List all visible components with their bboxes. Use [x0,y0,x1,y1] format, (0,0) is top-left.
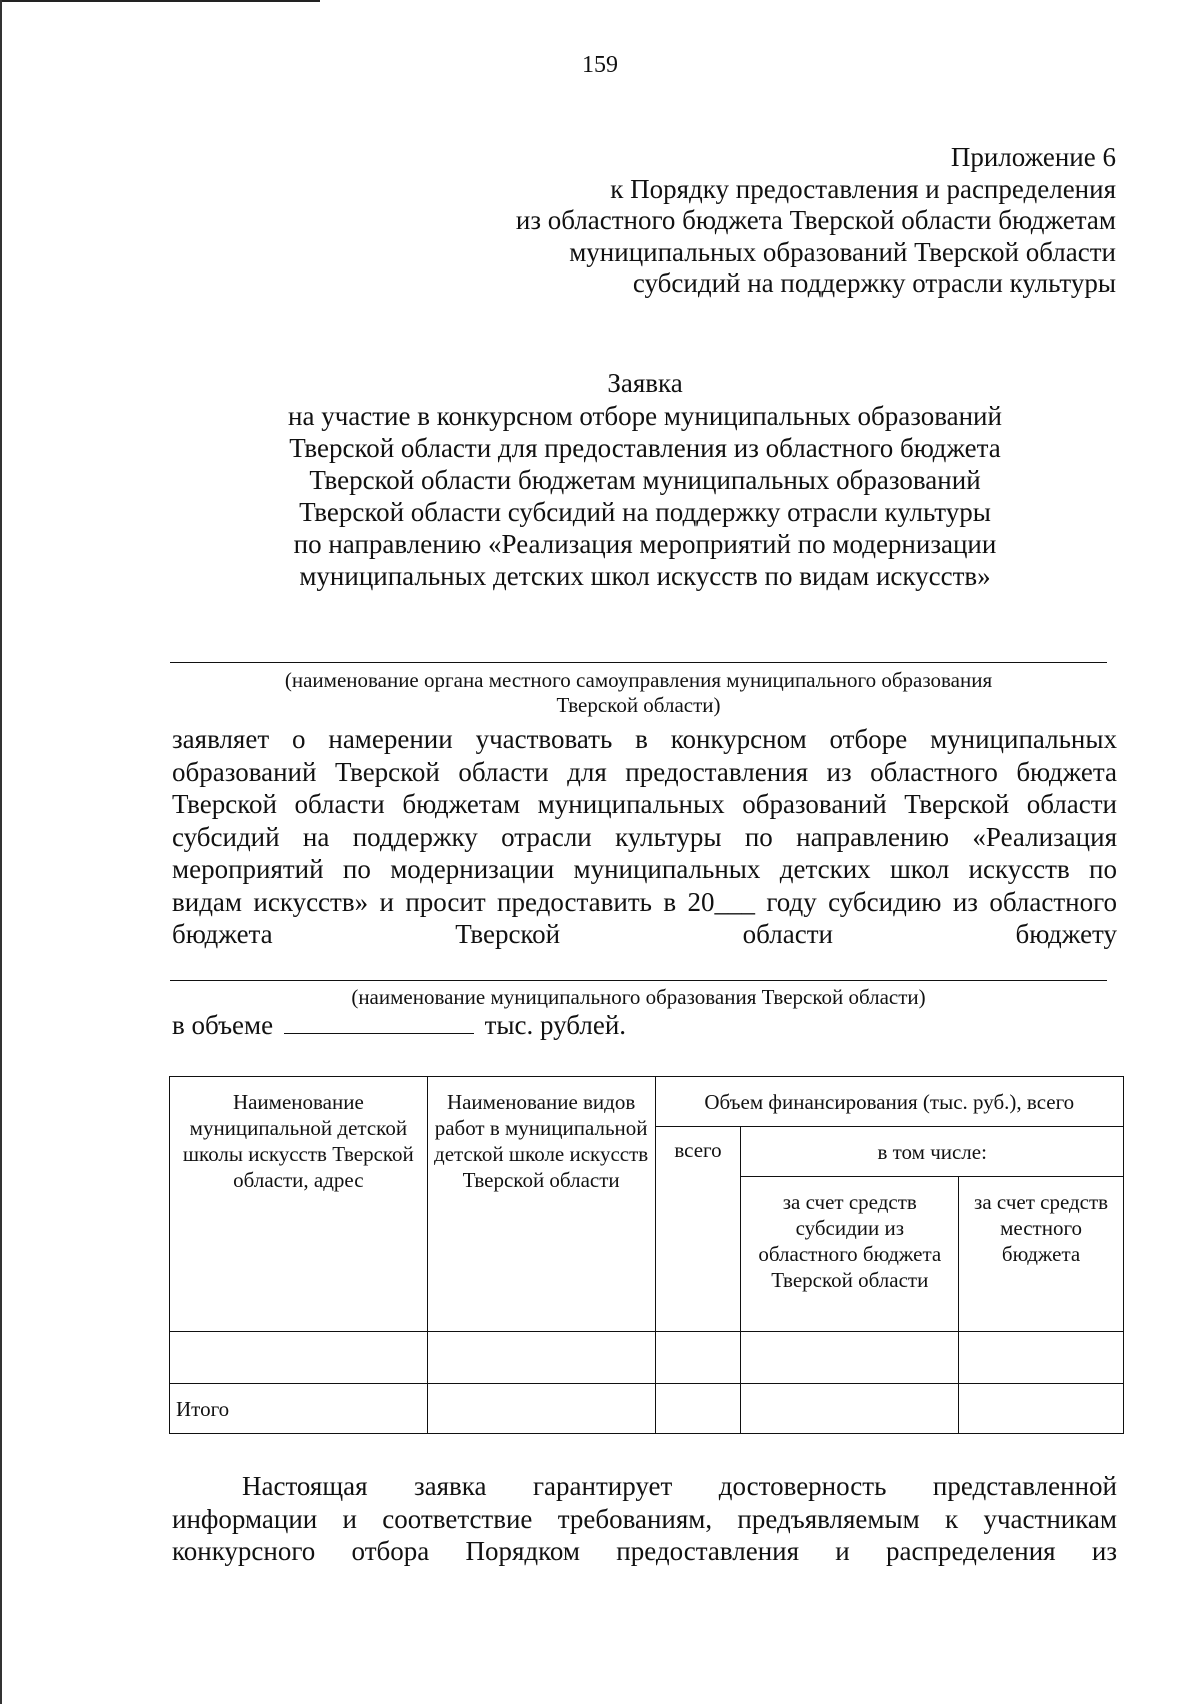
table-cell[interactable] [427,1332,655,1384]
declaration-paragraph [172,723,1117,951]
header-local-budget: за счет средств местного бюджета [959,1177,1124,1332]
volume-line [172,1010,626,1041]
table-cell[interactable] [741,1332,959,1384]
header-funding-volume: Объем финансирования (тыс. руб.), всего [655,1077,1123,1127]
declaration-line: заявляет о намерении участвовать в конкурсном отборе муниципальных [172,724,1117,754]
municipality-caption: (наименование муниципального образования Тверской области) [351,985,926,1009]
declaration-line: Тверской области бюджетам муниципальных образований Тверской области [172,789,1117,819]
authority-caption-line: (наименование органа местного самоуправления муниципального образования [284,668,993,692]
appendix-line: из областного бюджета Тверской области бюджетам [515,205,1116,235]
declaration-line: бюджета Тверской области бюджету [172,919,1117,949]
application-title: Заявка [607,368,683,398]
declaration-line: мероприятий по модернизации муниципальных детских школ искусств по [172,854,1117,884]
guarantee-line: информации и соответствие требованиям, предъявляемым к участникам [172,1503,1117,1534]
header-including: в том числе: [741,1127,1124,1177]
guarantee-line: Настоящая заявка гарантирует достоверность представленной [242,1471,1117,1501]
page-number: 159 [582,52,618,78]
declaration-line: видам искусств» и просит предоставить в 20___ году субсидию из областного [172,886,1117,917]
table-cell[interactable] [655,1384,741,1434]
appendix-line: Приложение 6 [950,142,1116,172]
table-cell[interactable] [427,1384,655,1434]
table-cell[interactable] [741,1384,959,1434]
scan-border-left [0,0,2,1704]
header-work-types: Наименование видов работ в муниципальной детской школе искусств Тверской области [427,1077,655,1332]
appendix-header [516,142,1116,300]
total-row-label: Итого [170,1384,428,1434]
volume-suffix: тыс. рублей. [484,1010,627,1040]
declaration-line: образований Тверской области для предоставления из областного бюджета [172,756,1117,787]
appendix-line: к Порядку предоставления и распределения [610,173,1116,204]
subtitle-line: муниципальных детских школ искусств по видам искусств» [299,561,991,591]
subtitle-line: Тверской области субсидий на поддержку отрасли культуры [299,497,991,527]
authority-caption [170,668,1107,718]
guarantee-paragraph [172,1470,1117,1568]
table-cell[interactable] [959,1332,1124,1384]
header-school-name: Наименование муниципальной детской школы искусств Тверской области, адрес [170,1077,428,1332]
appendix-line: субсидий на поддержку отрасли культуры [632,268,1116,298]
table-row [170,1332,1124,1384]
subtitle-line: Тверской области бюджетам муниципальных образований [309,465,981,495]
funding-table [169,1076,1124,1434]
header-regional-subsidy: за счет средств субсидии из областного бюджета Тверской области [741,1177,959,1332]
header-total: всего [655,1127,741,1332]
application-subtitle [200,400,1090,592]
volume-prefix: в объеме [172,1010,274,1040]
authority-blank-line [170,662,1107,663]
subtitle-line: Тверской области для предоставления из областного бюджета [289,433,1001,463]
municipality-blank-line [170,980,1107,981]
total-row [170,1384,1124,1434]
scan-border-top [0,0,320,2]
subtitle-line: на участие в конкурсном отборе муниципальных образований [288,401,1002,431]
guarantee-line: конкурсного отбора Порядком предоставления и распределения из [172,1536,1117,1566]
table-cell[interactable] [170,1332,428,1384]
appendix-line: муниципальных образований Тверской области [569,236,1116,267]
table-cell[interactable] [959,1384,1124,1434]
table-cell[interactable] [655,1332,741,1384]
declaration-line: субсидий на поддержку отрасли культуры по направлению «Реализация [172,821,1117,852]
subtitle-line: по направлению «Реализация мероприятий по модернизации [293,529,997,559]
authority-caption-line: Тверской области) [556,693,721,717]
volume-amount-field[interactable] [284,1011,474,1034]
